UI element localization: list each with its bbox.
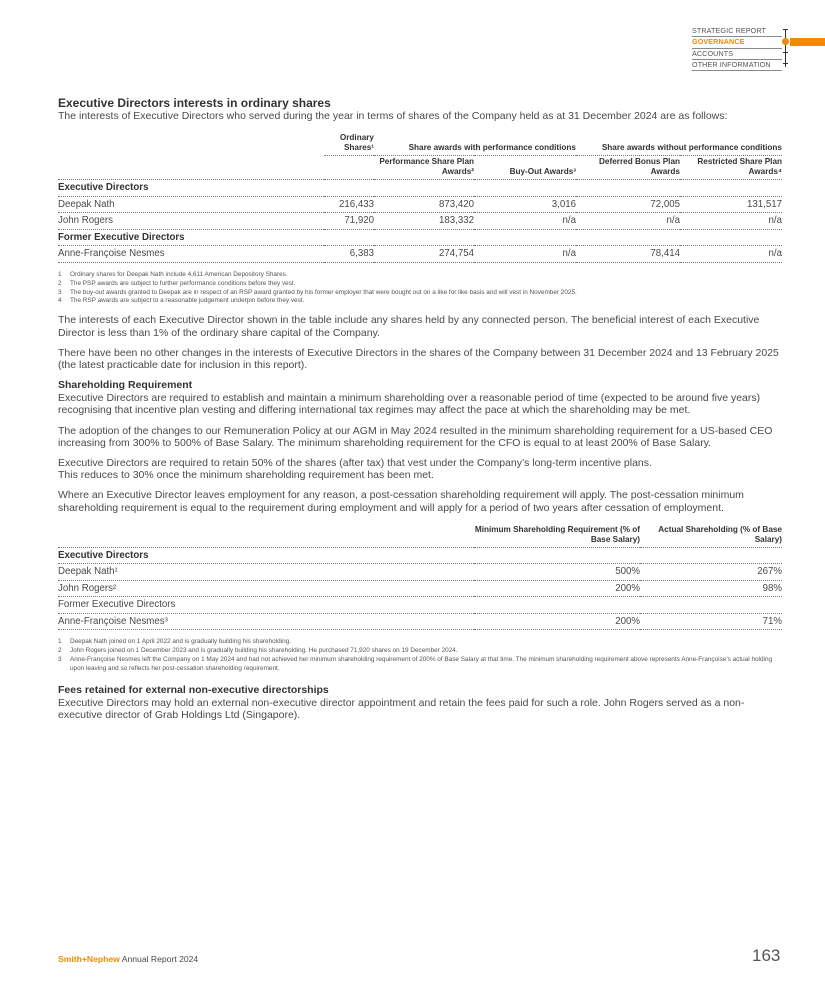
ordinary-value: 71,920 [324,213,374,230]
nav-active-bar [790,38,825,46]
col-psp: Performance Share Plan Awards² [374,156,474,180]
no-changes-paragraph: There have been no other changes in the interests of Executive Directors in the shares of the Company between 31 December 2024 and 13 February 2025 (the latest practicable date for inclusion in this report). [58,346,779,371]
director-name: Anne-Françoise Nesmes [58,246,324,263]
actual-value: 71% [640,613,782,630]
nav-strategic-report[interactable]: STRATEGIC REPORT [692,26,782,37]
footnotes-shareholding [58,638,783,674]
interests-intro: The interests of Executive Directors who served during the year in terms of shares of the Company held as at 31 December 2024 are as follows: [58,110,728,122]
col-dbp: Deferred Bonus Plan Awards [576,156,680,180]
shareholding-paragraph-4: Where an Executive Director leaves employment for any reason, a post-cessation shareholding requirement will apply. The post-cessation minimum shareholding requirement is equal to the requirement during employment and will apply for a period of two years after cessation of employment. [58,489,744,514]
director-name: John Rogers [58,213,324,230]
rsp-value: 131,517 [680,196,782,213]
ordinary-value: 216,433 [324,196,374,213]
col-actual-shareholding: Actual Shareholding (% of Base Salary) [640,524,782,548]
interests-table [58,132,782,263]
psp-value: 873,420 [374,196,474,213]
group-former-executive-directors: Former Executive Directors [58,229,782,246]
table-row [58,580,782,597]
nav-governance[interactable]: GOVERNANCE [692,37,782,48]
buyout-value: n/a [474,213,576,230]
shareholding-table [58,524,782,631]
col-rsp: Restricted Share Plan Awards⁴ [680,156,782,180]
nav-tick [783,52,788,53]
group-executive-directors: Executive Directors [58,547,782,564]
actual-value: 98% [640,580,782,597]
min-value: 200% [474,580,640,597]
psp-value: 183,332 [374,213,474,230]
group-former-executive-directors: Former Executive Directors [58,597,782,614]
footnote: 2 John Rogers joined on 1 December 2023 and is gradually building his shareholding. He purchased 71,920 shares on 19 December 2024. [58,647,458,655]
dbp-value: 78,414 [576,246,680,263]
director-name: Deepak Nath [58,196,324,213]
shareholding-paragraph-3a: Executive Directors are required to retain 50% of the shares (after tax) that vest under the Company’s long-term incentive plans. [58,456,652,469]
dbp-value: 72,005 [576,196,680,213]
group-executive-directors: Executive Directors [58,180,782,197]
table-row [58,613,782,630]
rsp-value: n/a [680,213,782,230]
table-row [58,564,782,581]
rsp-value: n/a [680,246,782,263]
col-group-without-perf: Share awards without performance conditions [576,132,782,156]
report-name: Annual Report 2024 [121,954,199,964]
page-number: 163 [752,946,781,965]
footnote: 3 The buy-out awards granted to Deepak are in respect of an RSP award granted by his former employer that were bought out on a like for like basis and will vest in November 2025. [58,288,577,296]
actual-value: 267% [640,564,782,581]
nav-other-information[interactable]: OTHER INFORMATION [692,60,782,71]
shareholding-paragraph-3b: This reduces to 30% once the minimum shareholding requirement has been met. [58,469,434,482]
nav-rail [785,29,786,67]
footnote: 4 The RSP awards are subject to a reasonable judgement underpin before they vest. [58,297,305,305]
nav-tick [783,29,788,30]
footnote: 2 The PSP awards are subject to further performance conditions before they vest. [58,279,296,287]
footnote: 3 Anne-Françoise Nesmes left the Company on 1 May 2024 and had not achieved her minimum shareholding requirement of 200% of Base Salary at that time. The minimum shareholding requirement above represents Anne-Françoise’s actual holding upon leaving and so reflects her post-cessation shareholding requirement. [58,656,773,672]
page-content [58,96,783,721]
col-buyout: Buy-Out Awards³ [474,156,576,180]
table-row [58,246,782,263]
connected-person-paragraph: The interests of each Executive Director shown in the table include any shares held by any connected person. The beneficial interest of each Executive Director is less than 1% of the ordinary share capital of the Company. [58,314,760,339]
director-name: Anne-Françoise Nesmes³ [58,613,474,630]
section-title-interests: Executive Directors interests in ordinary shares [58,96,331,110]
buyout-value: 3,016 [474,196,576,213]
col-min-requirement: Minimum Shareholding Requirement (% of Base Salary) [474,524,640,548]
director-name: John Rogers² [58,580,474,597]
col-group-with-perf: Share awards with performance conditions [374,132,576,156]
buyout-value: n/a [474,246,576,263]
table-row [58,196,782,213]
footnote: 1 Ordinary shares for Deepak Nath include 4,611 American Depository Shares. [58,270,288,278]
psp-value: 274,754 [374,246,474,263]
ordinary-value: 6,383 [324,246,374,263]
min-value: 500% [474,564,640,581]
footnotes-interests [58,271,783,307]
nav-active-marker [782,38,789,45]
section-title-fees: Fees retained for external non-executive directorships [58,683,329,696]
min-value: 200% [474,613,640,630]
shareholding-paragraph-2: The adoption of the changes to our Remuneration Policy at our AGM in May 2024 resulted in the minimum shareholding requirement for a US-based CEO increasing from 300% to 500% of Base Salary. The minimum shareholding requirement for the CFO is equal to at least 200% of Base Salary. [58,424,773,449]
director-name: Deepak Nath¹ [58,564,474,581]
section-navigation [692,26,782,71]
brand-name: Smith+Nephew [58,954,120,964]
table-row [58,213,782,230]
shareholding-paragraph-1: Executive Directors are required to establish and maintain a minimum shareholding over a reasonable period of time (expected to be around five years) recognising that incentive plan vesting and differing international tax regimes may affect the pace at which the shareholding may be met. [58,392,761,417]
footnote: 1 Deepak Nath joined on 1 April 2022 and is gradually building his shareholding. [58,638,291,646]
dbp-value: n/a [576,213,680,230]
nav-accounts[interactable]: ACCOUNTS [692,49,782,60]
section-title-shareholding: Shareholding Requirement [58,379,193,392]
nav-tick [783,63,788,64]
footer-brand [58,954,198,964]
fees-paragraph: Executive Directors may hold an external non-executive director appointment and retain the fees paid for such a role. John Rogers served as a non-executive director of Grab Holdings Ltd (Singapore). [58,696,745,722]
col-ordinary-shares: Ordinary Shares¹ [324,132,374,156]
